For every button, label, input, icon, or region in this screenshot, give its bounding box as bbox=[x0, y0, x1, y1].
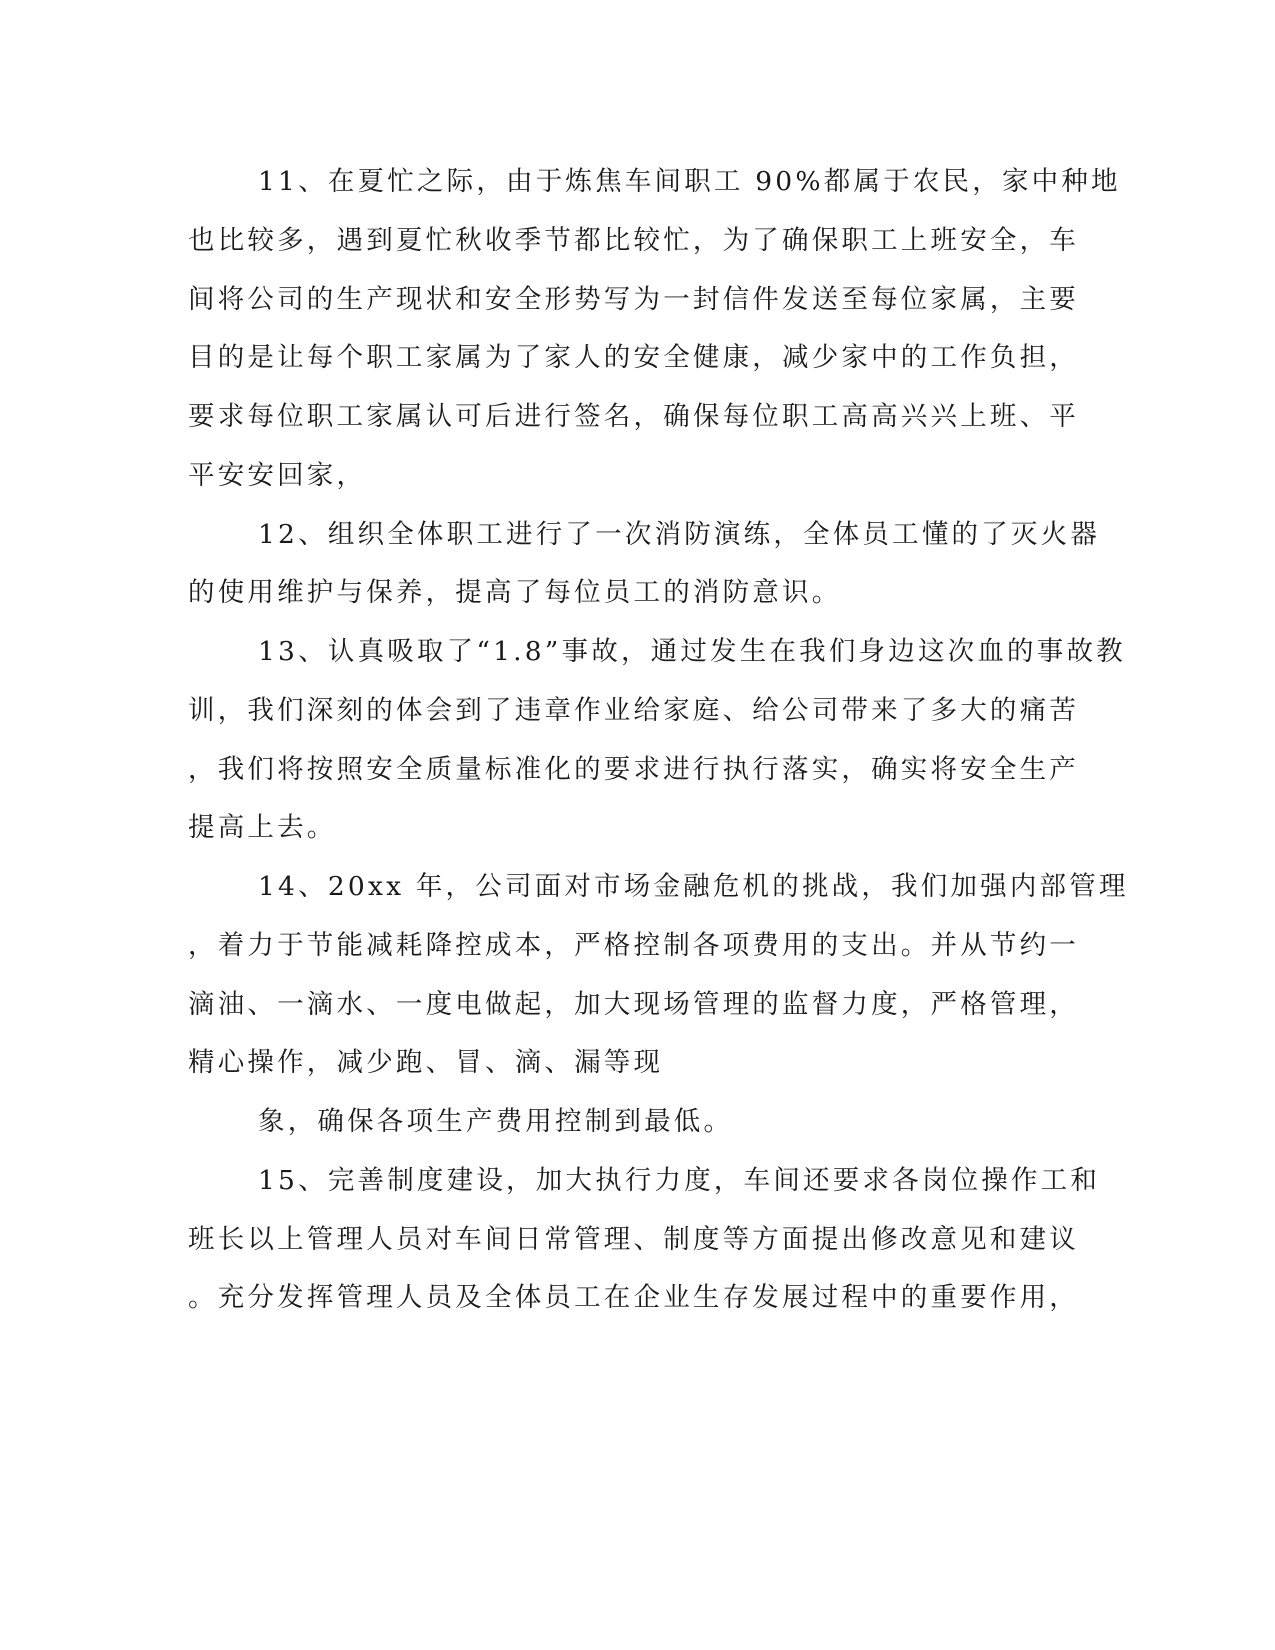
text-line: 15、完善制度建设，加大执行力度，车间还要求各岗位操作工和 bbox=[258, 1165, 1101, 1196]
text-line: 13、认真吸取了“1.8”事故，通过发生在我们身边这次血的事故教 bbox=[258, 636, 1126, 667]
text-line: ，我们将按照安全质量标准化的要求进行执行落实，确实将安全生产 bbox=[188, 754, 1079, 785]
text-line: 提高上去。 bbox=[188, 812, 337, 843]
text-line: 14、20xx 年，公司面对市场金融危机的挑战，我们加强内部管理 bbox=[258, 871, 1129, 902]
text-line: 的使用维护与保养，提高了每位员工的消防意识。 bbox=[188, 577, 842, 608]
text-line: 间将公司的生产现状和安全形势写为一封信件发送至每位家属，主要 bbox=[188, 284, 1079, 315]
text-line: 也比较多，遇到夏忙秋收季节都比较忙，为了确保职工上班安全，车 bbox=[188, 225, 1079, 256]
text-line: ，着力于节能减耗降控成本，严格控制各项费用的支出。并从节约一 bbox=[188, 930, 1079, 961]
text-line: 11、在夏忙之际，由于炼焦车间职工 90%都属于农民，家中种地 bbox=[258, 166, 1121, 197]
text-line: 。充分发挥管理人员及全体员工在企业生存发展过程中的重要作用， bbox=[188, 1282, 1079, 1313]
text-line: 滴油、一滴水、一度电做起，加大现场管理的监督力度，严格管理， bbox=[188, 989, 1079, 1020]
text-line: 要求每位职工家属认可后进行签名，确保每位职工高高兴兴上班、平 bbox=[188, 401, 1079, 432]
text-line: 平安安回家， bbox=[188, 460, 367, 491]
text-line: 12、组织全体职工进行了一次消防演练，全体员工懂的了灭火器 bbox=[258, 519, 1101, 550]
text-line: 班长以上管理人员对车间日常管理、制度等方面提出修改意见和建议 bbox=[188, 1224, 1079, 1255]
text-line: 训，我们深刻的体会到了违章作业给家庭、给公司带来了多大的痛苦 bbox=[188, 695, 1079, 726]
text-line: 目的是让每个职工家属为了家人的安全健康，减少家中的工作负担， bbox=[188, 342, 1079, 373]
text-line: 精心操作，减少跑、冒、滴、漏等现 bbox=[188, 1047, 664, 1078]
text-line: 象，确保各项生产费用控制到最低。 bbox=[258, 1106, 734, 1137]
